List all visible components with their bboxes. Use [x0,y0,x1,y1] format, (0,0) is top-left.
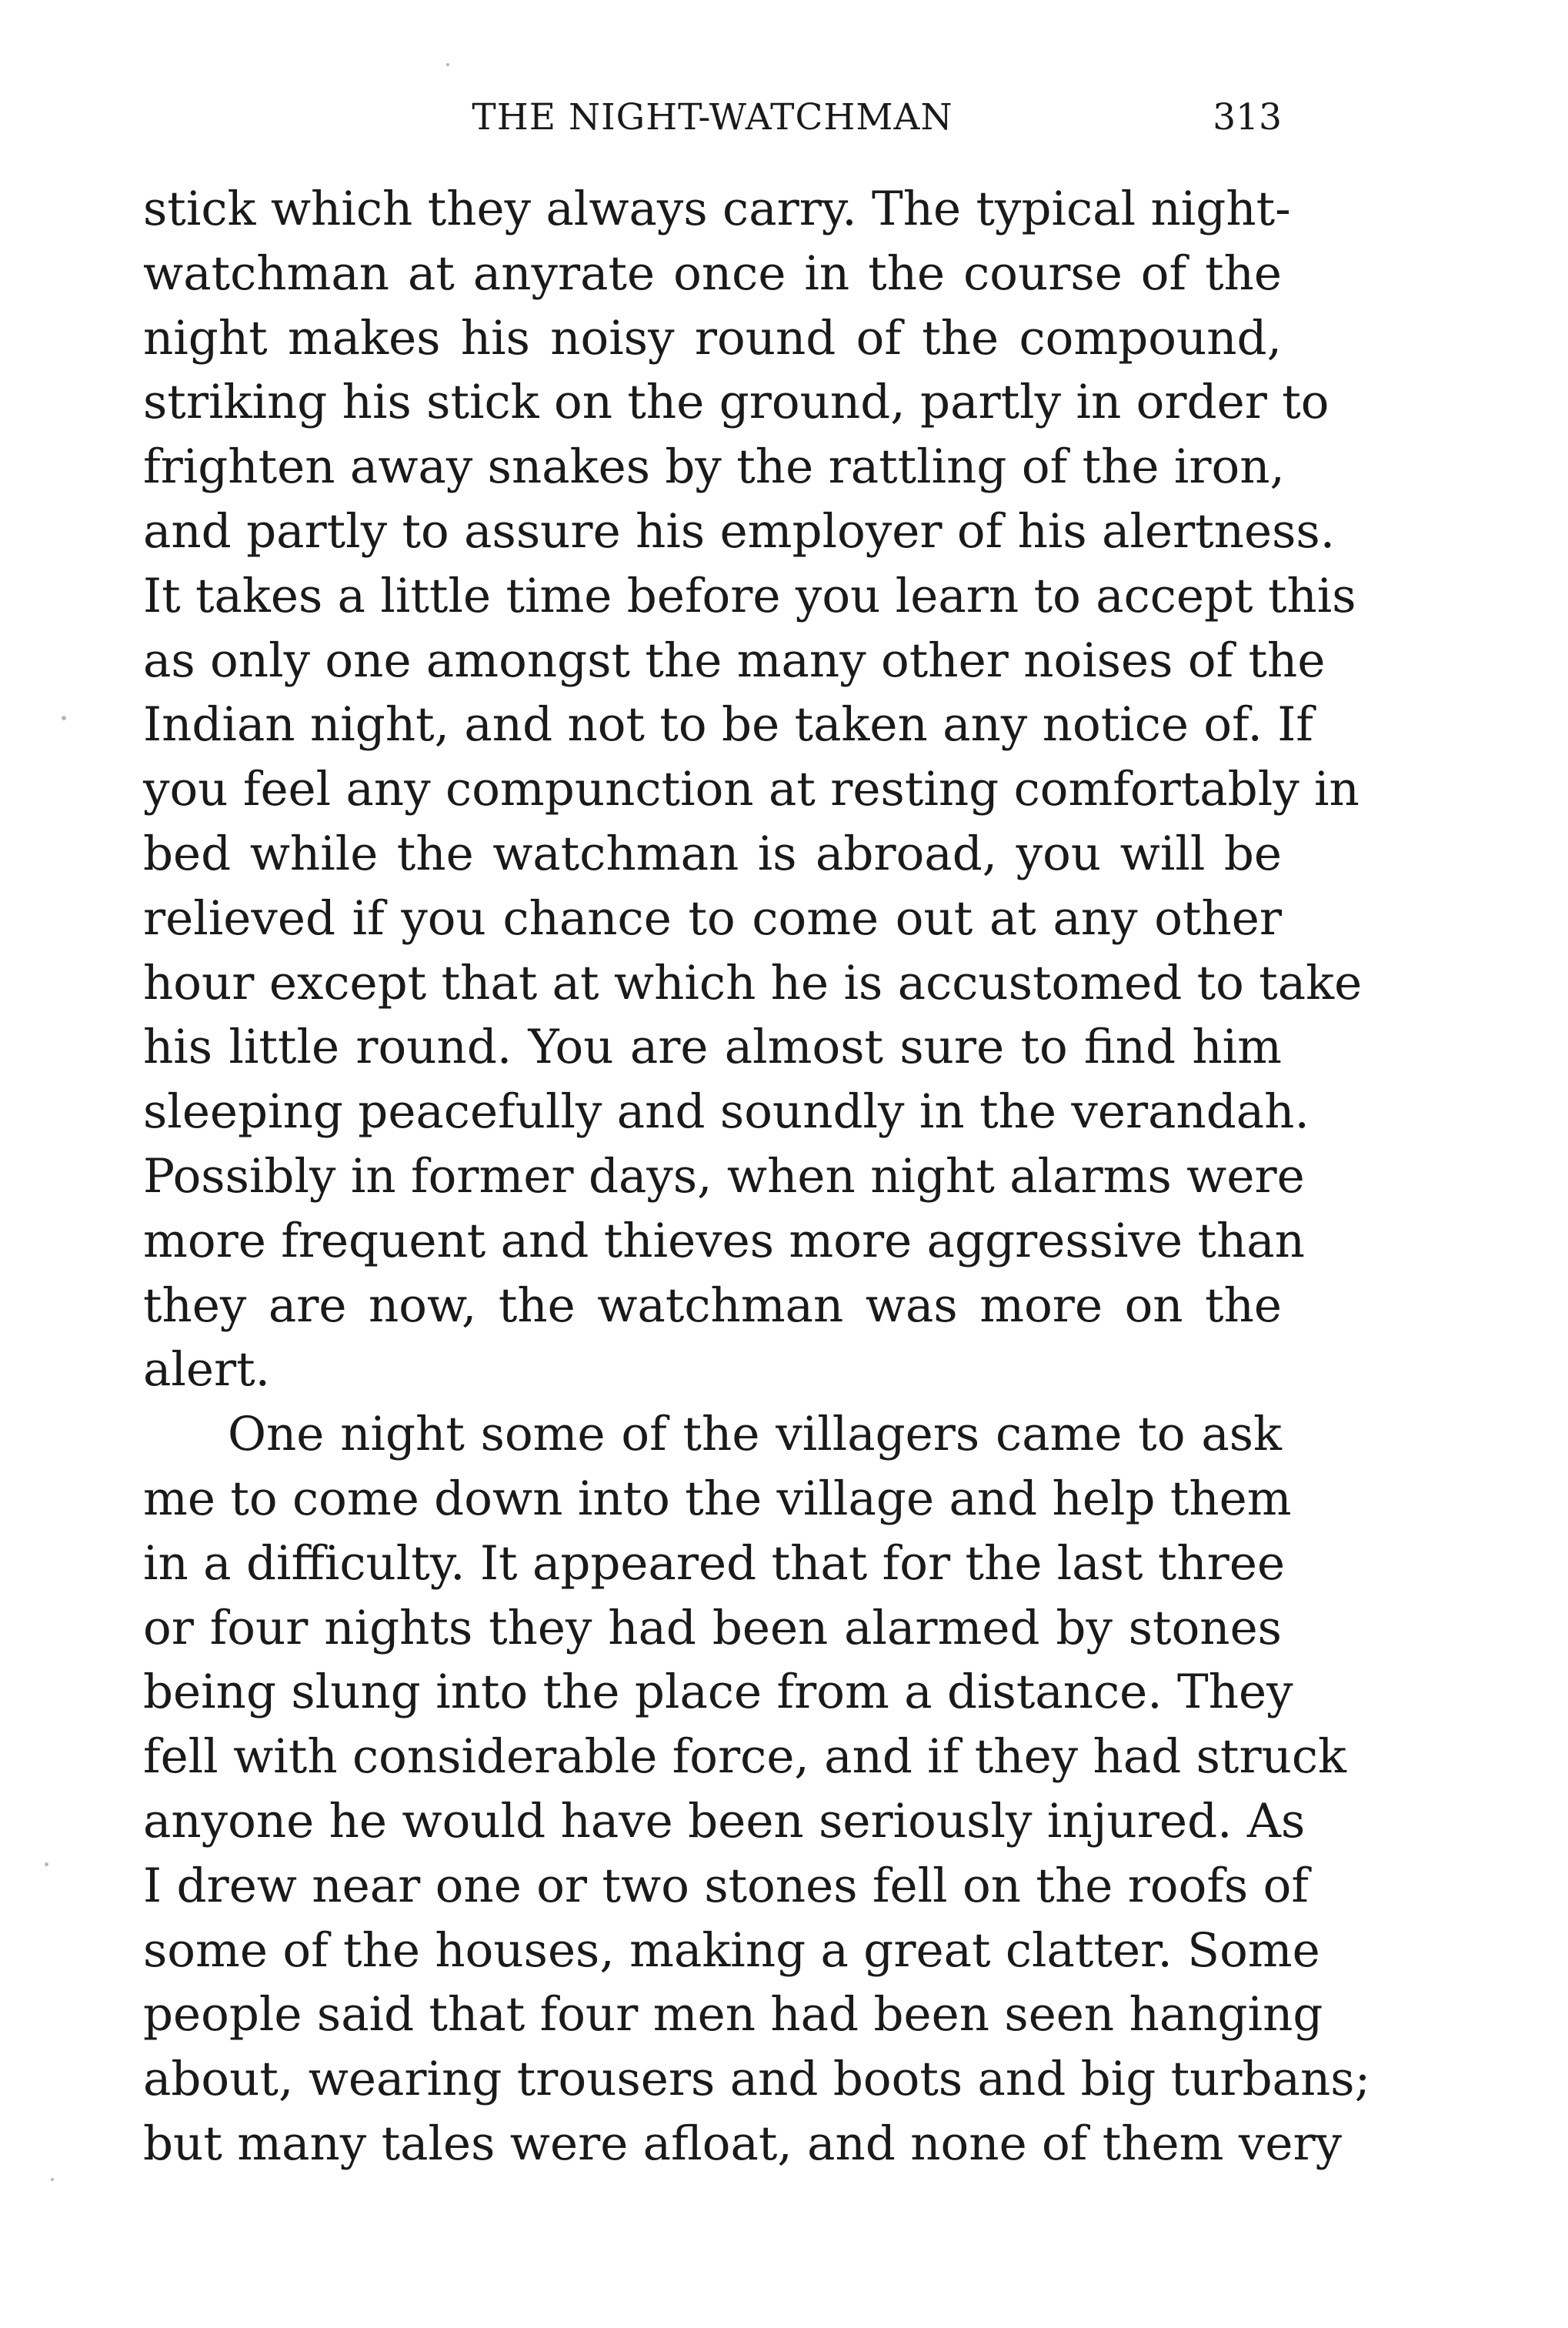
text-line: you feel any compunction at resting comfortably in [143,762,1359,817]
text-line: It takes a little time before you learn to accept this [143,568,1356,623]
scan-speck [446,63,449,66]
text-line: some of the houses, making a great clatter. Some [143,1922,1320,1978]
scan-speck [51,2178,54,2181]
text-line: frighten away snakes by the rattling of the iron, [143,439,1285,495]
text-line: One night some of the villagers came to ask [228,1407,1282,1462]
scan-speck [62,716,66,720]
text-line: sleeping peacefully and soundly in the verandah. [143,1084,1309,1140]
text-line: as only one amongst the many other noises of the [143,633,1326,688]
text-line: fell with considerable force, and if they had struck [143,1729,1347,1785]
text-line: hour except that at which he is accustomed to take [143,955,1363,1010]
text-line: they are now, the watchman was more on the [143,1278,1282,1333]
text-line: his little round. You are almost sure to find him [143,1020,1282,1075]
running-title: THE NIGHT-WATCHMAN [472,96,953,139]
text-line: striking his stick on the ground, partly in order to [143,375,1329,430]
text-line: people said that four men had been seen hanging [143,1987,1323,2042]
body-text [143,177,1371,2176]
text-line: watchman at anyrate once in the course of the [143,245,1282,301]
text-line: I drew near one or two stones fell on the roofs of [143,1858,1309,1913]
text-line: alert. [143,1342,271,1398]
text-line: night makes his noisy round of the compound, [143,310,1282,366]
text-line: in a difficulty. It appeared that for the last three [143,1535,1286,1591]
text-line: Possibly in former days, when night alarms were [143,1148,1305,1204]
text-line: more frequent and thieves more aggressive than [143,1213,1305,1268]
text-line: relieved if you chance to come out at any other [143,890,1282,946]
page-header [143,91,1282,145]
text-line: but many tales were afloat, and none of them very [143,2116,1343,2171]
text-line: about, wearing trousers and boots and big turbans; [143,2052,1371,2107]
scan-speck [45,1862,48,1866]
text-line: being slung into the place from a distance. They [143,1665,1293,1720]
text-line: bed while the watchman is abroad, you will be [143,826,1282,881]
text-line: Indian night, and not to be taken any notice of. If [143,697,1313,753]
text-line: and partly to assure his employer of his alertness. [143,503,1336,559]
page-number: 313 [1213,96,1282,139]
text-line: or four nights they had been alarmed by stones [143,1600,1282,1655]
text-line: stick which they always carry. The typical night- [143,182,1291,236]
text-line: me to come down into the village and help them [143,1471,1292,1526]
text-line: anyone he would have been seriously injured. As [143,1793,1306,1849]
